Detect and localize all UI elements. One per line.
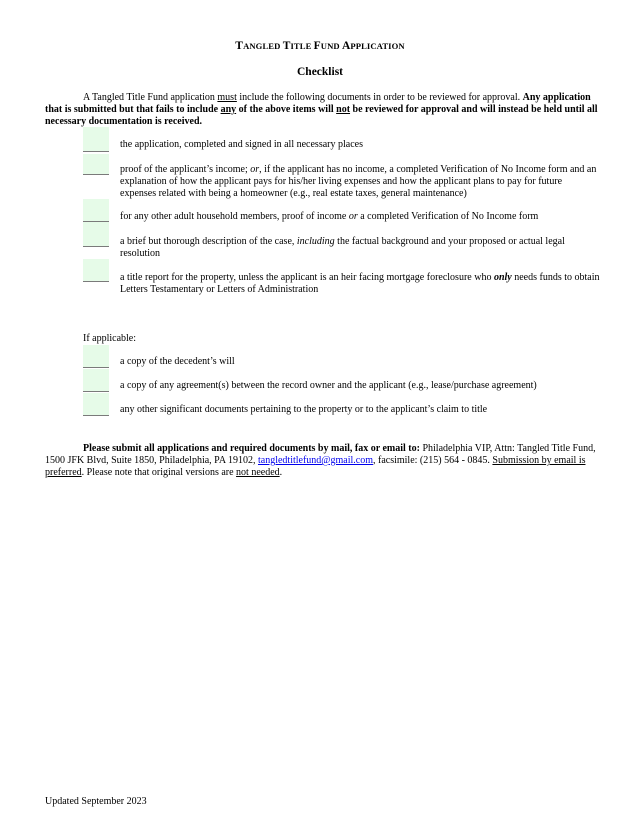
checklist-item (83, 259, 603, 295)
checklist-item-text: a copy of the decedent’s will (120, 356, 235, 367)
checkbox-field[interactable] (83, 154, 109, 175)
email-link[interactable]: tangledtitlefund@gmail.com (257, 455, 373, 466)
checklist-item-text: for any other adult household members, proof of income or a completed Verification of No Income form (120, 211, 539, 222)
checkbox-field[interactable] (83, 369, 109, 392)
checklist-item-text: a title report for the property, unless the applicant is an heir facing mortgage foreclosure who only needs funds to obtain Letters Testamentary or Letters of Administration (120, 272, 600, 295)
submission-instructions: Please submit all applications and required documents by mail, fax or email to: Philadelphia VIP, Attn: Tangled Title Fund, 1500 JFK Blvd, Suite 1850, Philadelphia, PA 19102, tangledtitlefund@gmail.com, facsimile: (215) 564 - 0845. Submission by email is preferred. Please note that original versions are not needed. (45, 443, 596, 478)
checklist-item-text: a brief but thorough description of the case, including the factual background and your proposed or actual legal resolution (120, 236, 565, 259)
checklist-item (83, 127, 603, 153)
checklist-item-text: proof of the applicant’s income; or, if the applicant has no income, a completed Verification of No Income form and an explanation of how the applicant pays for his/her living expenses and how the applicant plans to pay for future expenses related with being a homeowner (e.g., real estate taxes, general maintenance) (120, 164, 597, 199)
checklist-item-text: a copy of any agreement(s) between the record owner and the applicant (e.g., lease/purchase agreement) (120, 380, 537, 391)
checklist-item (83, 154, 603, 198)
checkbox-field[interactable] (83, 199, 109, 222)
checklist-item (83, 393, 603, 417)
if-applicable-label: If applicable: (83, 333, 137, 344)
checklist-item (83, 222, 603, 258)
page-title: TANGLED TITLE FUND APPLICATION (235, 40, 405, 52)
checkbox-field[interactable] (83, 222, 109, 247)
updated-date: Updated September 2023 (45, 796, 147, 807)
checklist-item (83, 369, 603, 393)
checkbox-field[interactable] (83, 259, 109, 282)
checkbox-field[interactable] (83, 393, 109, 416)
checkbox-field[interactable] (83, 345, 109, 368)
checklist-item (83, 345, 603, 369)
checklist-item-text: the application, completed and signed in all necessary places (120, 139, 363, 150)
checklist-item (83, 199, 603, 223)
checklist-item-text: any other significant documents pertaining to the property or to the applicant’s claim to title (120, 404, 488, 415)
page-subtitle: Checklist (297, 66, 343, 78)
checkbox-field[interactable] (83, 127, 109, 152)
intro-paragraph: A Tangled Title Fund application must include the following documents in order to be reviewed for approval. Any application that is submitted but that fails to include any of the above items will not be reviewed for approval and will instead be held until all necessary documentation is received. (45, 92, 598, 127)
